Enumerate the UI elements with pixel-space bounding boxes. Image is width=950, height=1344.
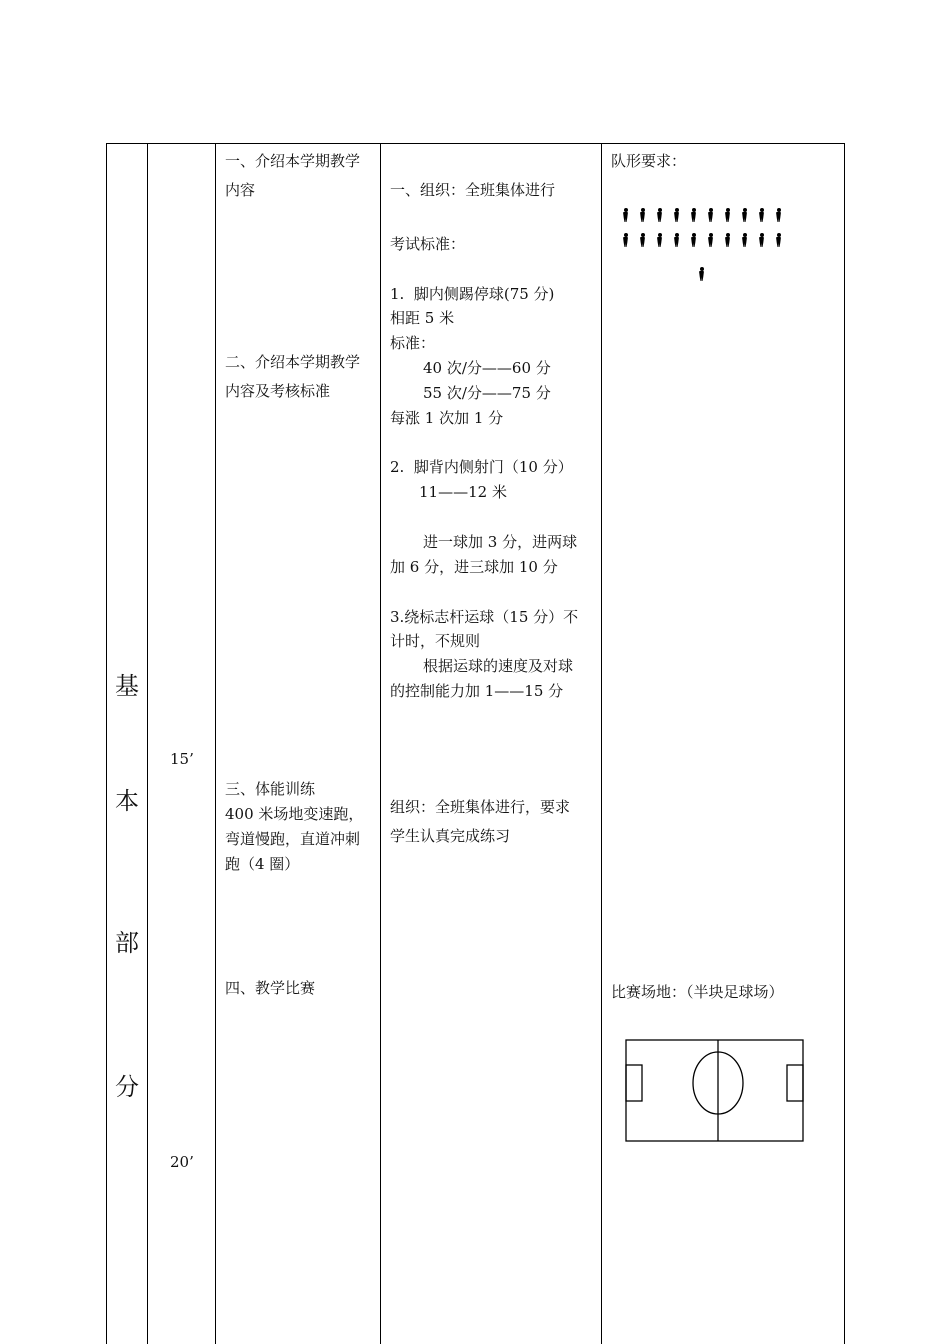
standard-title: 考试标准： — [390, 235, 466, 253]
student-figure-icon — [741, 233, 748, 247]
time-15: 15’ — [170, 750, 194, 768]
standard-3-line1: 3.绕标志杆运球（15 分）不 — [390, 608, 579, 626]
table-left-border — [106, 143, 107, 1344]
student-figure-icon — [690, 233, 697, 247]
student-figure-icon — [724, 208, 731, 222]
student-figure-icon — [690, 208, 697, 222]
standard-3-line4: 的控制能力加 1——15 分 — [390, 682, 564, 700]
student-figure-icon — [775, 233, 782, 247]
student-figure-icon — [622, 233, 629, 247]
content-item1-line1: 一、介绍本学期教学 — [225, 152, 361, 170]
content-item1-line2: 内容 — [225, 181, 256, 199]
standard-1-line4: 40 次/分——60 分 — [423, 359, 551, 377]
half-soccer-field-diagram — [624, 1038, 806, 1144]
student-figure-icon — [724, 233, 731, 247]
field-right-box — [787, 1065, 803, 1101]
column-divider-1 — [147, 143, 148, 1344]
content-item3-line4: 跑（4 圈） — [225, 855, 300, 873]
section-char-2: 本 — [115, 787, 139, 815]
standard-2-line2: 11——12 米 — [419, 483, 507, 501]
student-figure-icon — [741, 208, 748, 222]
student-figure-icon — [707, 208, 714, 222]
standard-3-line3: 根据运球的速度及对球 — [423, 657, 574, 675]
student-figure-icon — [656, 208, 663, 222]
student-figure-icon — [707, 233, 714, 247]
standard-2-line1: 2. 脚背内侧射门（10 分） — [390, 458, 573, 476]
teacher-figure-icon — [698, 267, 705, 281]
org-line-2a: 组织：全班集体进行，要求 — [390, 798, 571, 816]
student-figure-icon — [775, 208, 782, 222]
content-item2-line2: 内容及考核标准 — [225, 382, 331, 400]
field-outline — [626, 1040, 803, 1141]
org-line-1: 一、组织：全班集体进行 — [390, 181, 556, 199]
field-left-box — [626, 1065, 642, 1101]
field-label: 比赛场地：（半块足球场） — [611, 983, 784, 1001]
student-figure-icon — [673, 208, 680, 222]
student-figure-icon — [639, 208, 646, 222]
standard-1-line3: 标准： — [390, 334, 436, 352]
student-figure-icon — [758, 233, 765, 247]
standard-2-line4: 加 6 分，进三球加 10 分 — [390, 558, 558, 576]
student-figure-icon — [758, 208, 765, 222]
table-top-border — [106, 143, 845, 144]
student-figure-icon — [622, 208, 629, 222]
org-line-2b: 学生认真完成练习 — [390, 827, 511, 845]
student-figure-icon — [656, 233, 663, 247]
content-item3-line1: 三、体能训练 — [225, 780, 316, 798]
standard-2-line3: 进一球加 3 分，进两球 — [423, 533, 578, 551]
standard-1-line1: 1. 脚内侧踢停球(75 分) — [390, 285, 555, 303]
content-item2-line1: 二、介绍本学期教学 — [225, 353, 361, 371]
student-figure-icon — [639, 233, 646, 247]
standard-1-line5: 55 次/分——75 分 — [423, 384, 551, 402]
column-divider-2 — [215, 143, 216, 1344]
student-figure-icon — [673, 233, 680, 247]
standard-3-line2: 计时，不规则 — [390, 632, 481, 650]
time-20: 20’ — [170, 1153, 194, 1171]
standard-1-line2: 相距 5 米 — [390, 309, 455, 327]
column-divider-3 — [380, 143, 381, 1344]
content-item3-line3: 弯道慢跑，直道冲刺 — [225, 830, 361, 848]
column-divider-4 — [601, 143, 602, 1344]
section-char-4: 分 — [115, 1073, 139, 1101]
content-item3-line2: 400 米场地变速跑， — [225, 805, 364, 823]
table-right-border — [844, 143, 845, 1344]
content-item4-line1: 四、教学比赛 — [225, 979, 316, 997]
section-char-1: 基 — [115, 672, 139, 700]
standard-1-line6: 每涨 1 次加 1 分 — [390, 409, 504, 427]
formation-label: 队形要求： — [611, 152, 687, 170]
section-char-3: 部 — [115, 929, 139, 957]
